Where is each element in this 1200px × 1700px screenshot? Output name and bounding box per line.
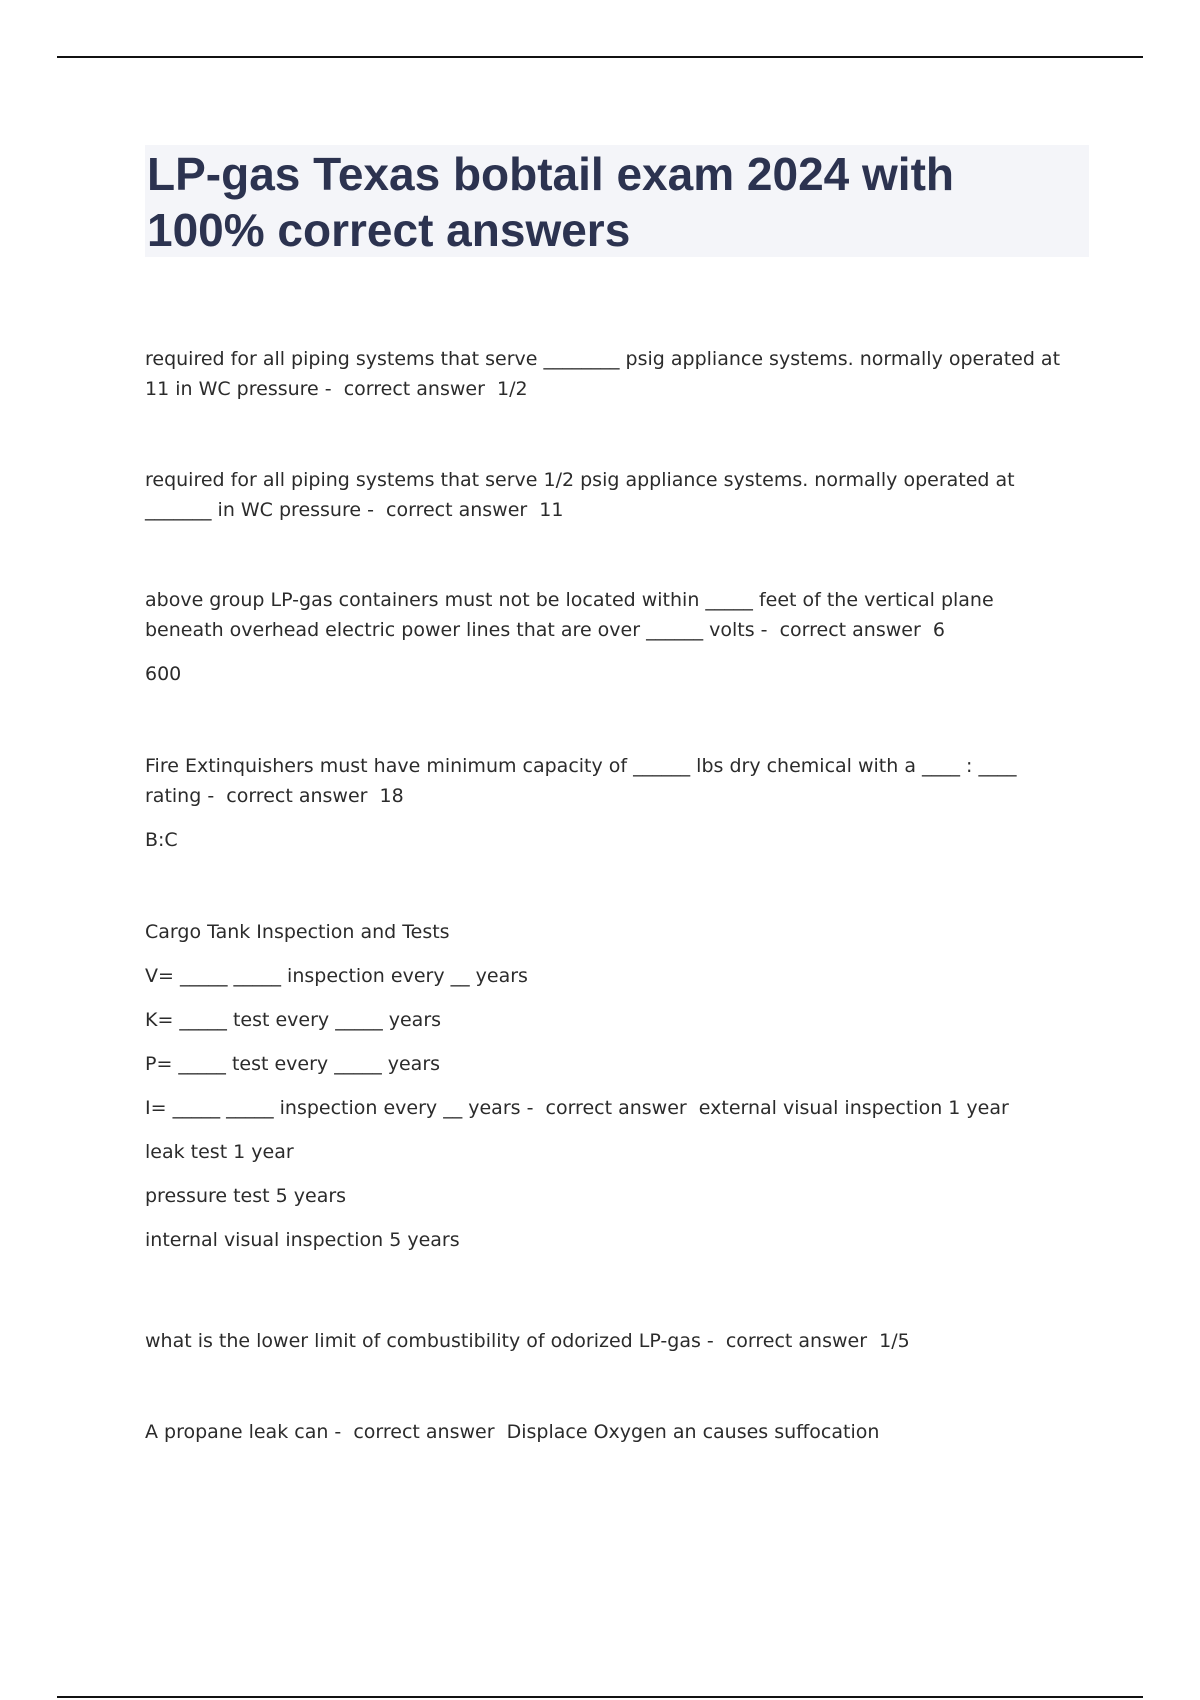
qa-item-6 xyxy=(145,1326,1075,1356)
qa-line: required for all piping systems that serve 1/2 psig appliance systems. normally operated at _______ in WC pressure - correct answer 11 xyxy=(145,469,1021,521)
qa-line: Fire Extinquishers must have minimum capacity of ______ lbs dry chemical with a ____ : ____ rating - correct answer 18 xyxy=(145,755,1023,807)
bottom-rule xyxy=(57,1696,1143,1698)
qa-line: P= _____ test every _____ years xyxy=(145,1053,441,1075)
qa-line: pressure test 5 years xyxy=(145,1185,347,1207)
qa-line: what is the lower limit of combustibility of odorized LP-gas - correct answer 1/5 xyxy=(145,1330,910,1352)
qa-line: K= _____ test every _____ years xyxy=(145,1009,442,1031)
qa-item-4 xyxy=(145,751,1075,855)
document-title: LP-gas Texas bobtail exam 2024 with 100% correct answers xyxy=(147,148,954,256)
qa-line: V= _____ _____ inspection every __ years xyxy=(145,965,528,987)
qa-line: A propane leak can - correct answer Displace Oxygen an causes suffocation xyxy=(145,1421,880,1443)
qa-line: Cargo Tank Inspection and Tests xyxy=(145,921,450,943)
qa-line: internal visual inspection 5 years xyxy=(145,1229,460,1251)
qa-line: 600 xyxy=(145,663,182,685)
qa-line: B:C xyxy=(145,829,178,851)
qa-item-7 xyxy=(145,1417,1075,1447)
qa-line: required for all piping systems that serve ________ psig appliance systems. normally operated at 11 in WC pressure - correct answer 1/2 xyxy=(145,348,1067,400)
qa-line: I= _____ _____ inspection every __ years - correct answer external visual inspection 1 year xyxy=(145,1097,1009,1119)
qa-line: leak test 1 year xyxy=(145,1141,294,1163)
qa-item-1 xyxy=(145,344,1075,404)
top-rule xyxy=(57,56,1143,58)
qa-item-3 xyxy=(145,585,1075,689)
qa-item-5 xyxy=(145,917,1075,1255)
qa-item-2 xyxy=(145,465,1075,525)
qa-line: above group LP-gas containers must not be located within _____ feet of the vertical plane beneath overhead electric power lines that are over ______ volts - correct answer 6 xyxy=(145,589,1000,641)
